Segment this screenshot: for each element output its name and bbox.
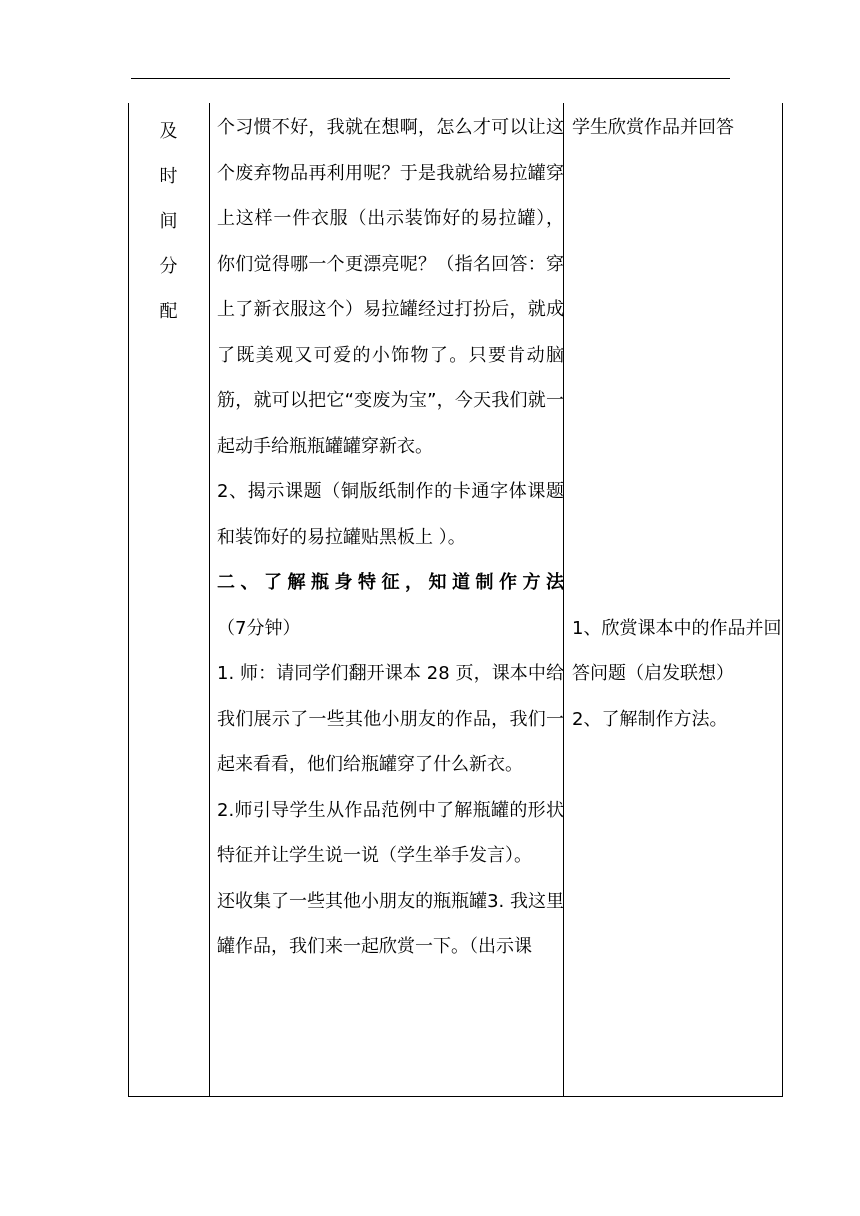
table-border-bottom xyxy=(128,1096,783,1097)
student-activity-2: 1、欣赏课本中的作品并回答问题（启发联想） xyxy=(572,617,782,684)
vertical-char: 间 xyxy=(159,211,178,232)
vertical-char: 及 xyxy=(159,121,178,142)
section-2-heading-line xyxy=(217,560,564,651)
vertical-char: 配 xyxy=(159,301,178,322)
step-1-paragraph: 1. 师：请同学们翻开课本 28 页，课本中给我们展示了一些其他小朋友的作品，我们一起来看看，他们给瓶罐穿了什么新衣。 xyxy=(217,663,564,775)
student-activity-column xyxy=(572,105,782,742)
step-3-paragraph: 还收集了一些其他小朋友的瓶瓶罐罐作品，我们来一起欣赏一下。（出示课 xyxy=(217,890,532,957)
vertical-char: 分 xyxy=(159,256,178,277)
vertical-char: 时 xyxy=(159,166,178,187)
step-3-lead: 3. 我这里 xyxy=(487,890,564,912)
table-border-right xyxy=(782,103,783,1097)
header-rule xyxy=(131,78,730,79)
section-2-heading: 二、了解瓶身特征，知道制作方法 xyxy=(217,572,564,593)
student-activity-1: 学生欣赏作品并回答 xyxy=(572,117,734,138)
student-activity-3: 2、了解制作方法。 xyxy=(572,708,728,730)
lesson-plan-table xyxy=(128,103,783,1097)
reveal-topic-paragraph: 2、揭示课题（铜版纸制作的卡通字体课题和装饰好的易拉罐贴黑板上 ）。 xyxy=(217,481,564,548)
time-allocation-column xyxy=(128,109,209,334)
section-2-time: （7分钟） xyxy=(217,617,301,639)
table-divider-1 xyxy=(209,103,210,1097)
step-2-text: 2.师引导学生从作品范例中了解瓶罐的形状特征并让学生说一说（学生举手发言）。 xyxy=(217,799,564,866)
step-2-paragraph xyxy=(217,788,564,912)
intro-paragraph: 个习惯不好，我就在想啊，怎么才可以让这个废弃物品再利用呢？于是我就给易拉罐穿上这样一件衣服（出示装饰好的易拉罐），你们觉得哪一个更漂亮呢？（指名回答：穿上了新衣服这个）易拉罐经过打扮后，就成了既美观又可爱的小饰物了。只要肯动脑筋，就可以把它“变废为宝”，今天我们就一起动手给瓶瓶罐罐穿新衣。 xyxy=(217,117,564,457)
teaching-process-column xyxy=(217,105,564,970)
